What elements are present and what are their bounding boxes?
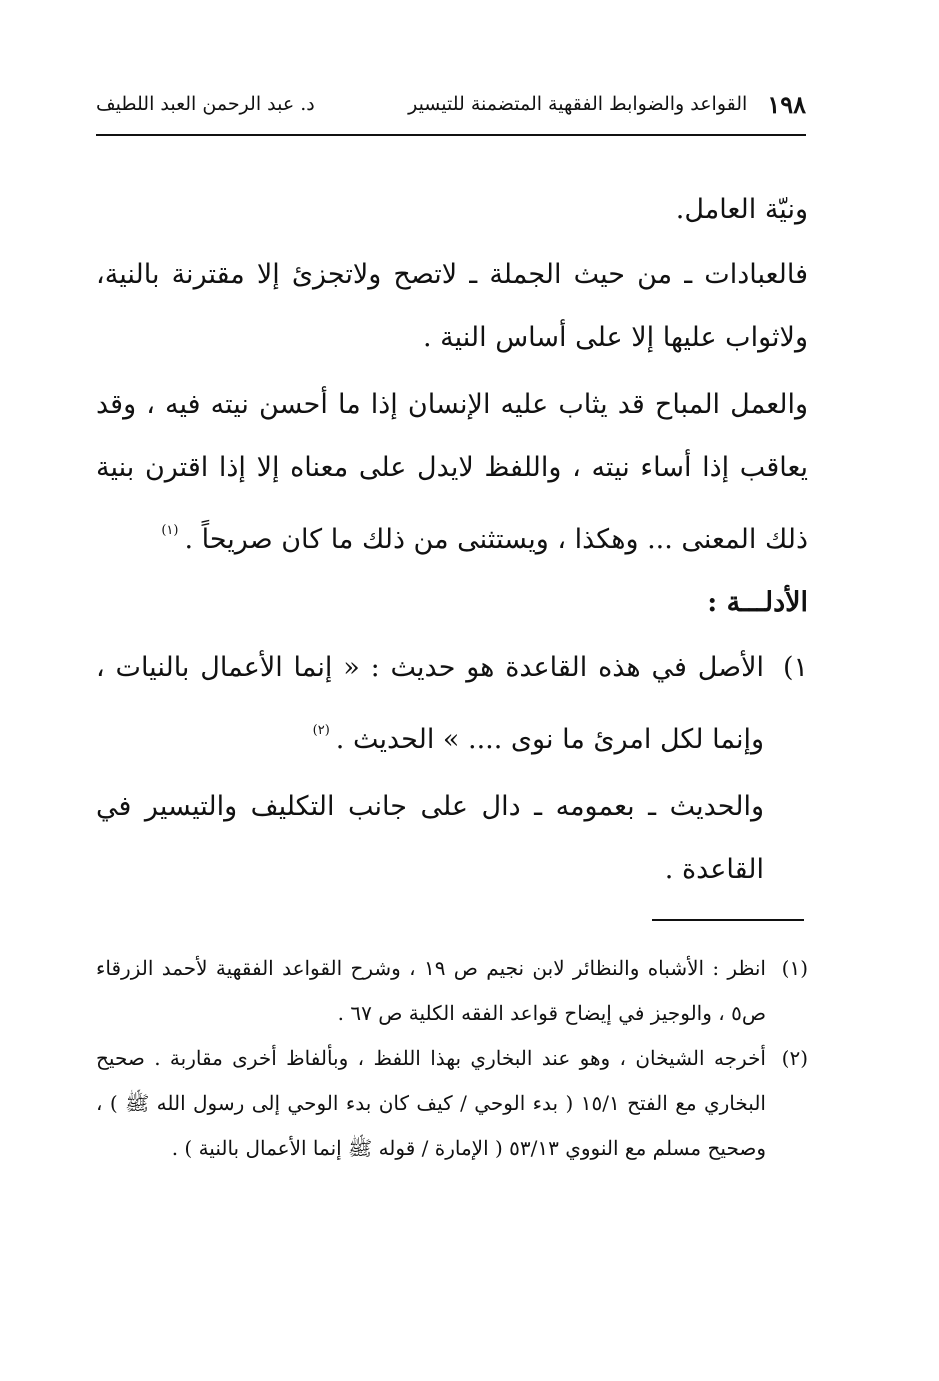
footnote-2-text: أخرجه الشيخان ، وهو عند البخاري بهذا اللفظ ، وبألفاظ أخرى مقاربة . صحيح البخاري مع الفتح ١٥/١ ( بدء الوحي / كيف كان بدء الوحي إلى رسول الله ﷺ ) ، وصحيح مسلم مع النووي ٥٣/١٣ ( الإمارة / قوله ﷺ إنما الأعمال بالنية ) . bbox=[96, 1046, 766, 1160]
intro-line: ونيّة العامل. bbox=[675, 194, 808, 225]
header-divider bbox=[96, 134, 806, 136]
evidence-item-1-text: الأصل في هذه القاعدة هو حديث : « إنما الأعمال بالنيات ، وإنما لكل امرئ ما نوى .... » الحديث . bbox=[96, 652, 764, 755]
footnote-2 bbox=[96, 1036, 808, 1171]
paragraph-worship: فالعبادات ـ من حيث الجملة ـ لاتصح ولاتجزئ إلا مقترنة بالنية، ولاثواب عليها إلا على أساس النية . bbox=[96, 259, 808, 353]
header-title-group bbox=[408, 90, 806, 119]
main-text bbox=[96, 178, 808, 901]
book-author: د. عبد الرحمن العبد اللطيف bbox=[96, 93, 315, 115]
evidence-item-1 bbox=[96, 636, 808, 771]
paragraph-hadith: والحديث ـ بعمومه ـ دال على جانب التكليف والتيسير في القاعدة . bbox=[96, 791, 764, 885]
page-number: ١٩٨ bbox=[767, 89, 806, 119]
footnote-1-text: انظر : الأشباه والنظائر لابن نجيم ص ١٩ ، وشرح القواعد الفقهية لأحمد الزرقاء ص٥ ، والوجيز في إيضاح قواعد الفقه الكلية ص ٦٧ . bbox=[96, 956, 766, 1025]
evidence-item-1-body bbox=[96, 636, 764, 771]
book-title: القواعد والضوابط الفقهية المتضمنة للتيسير bbox=[408, 93, 748, 115]
footnote-1 bbox=[96, 946, 808, 1036]
footnote-2-marker: (٢) bbox=[781, 1046, 808, 1070]
paragraph-permissible bbox=[96, 373, 808, 571]
running-header bbox=[96, 84, 806, 124]
footnote-1-marker: (١) bbox=[781, 956, 808, 980]
footnote-ref-2: (٢) bbox=[312, 723, 330, 738]
footnote-divider bbox=[652, 919, 804, 921]
paragraph-permissible-text: والعمل المباح قد يثاب عليه الإنسان إذا ما أحسن نيته فيه ، وقد يعاقب إذا أساء نيته ، واللفظ لايدل على معناه إلا إذا اقترن بنية ذلك المعنى ... وهكذا ، ويستثنى من ذلك ما كان صريحاً . bbox=[96, 389, 808, 555]
evidence-heading: الأدلـــة : bbox=[707, 587, 808, 618]
footnotes bbox=[96, 946, 808, 1171]
footnote-ref-1: (١) bbox=[161, 523, 179, 538]
evidence-item-1-marker: ١) bbox=[782, 652, 808, 683]
